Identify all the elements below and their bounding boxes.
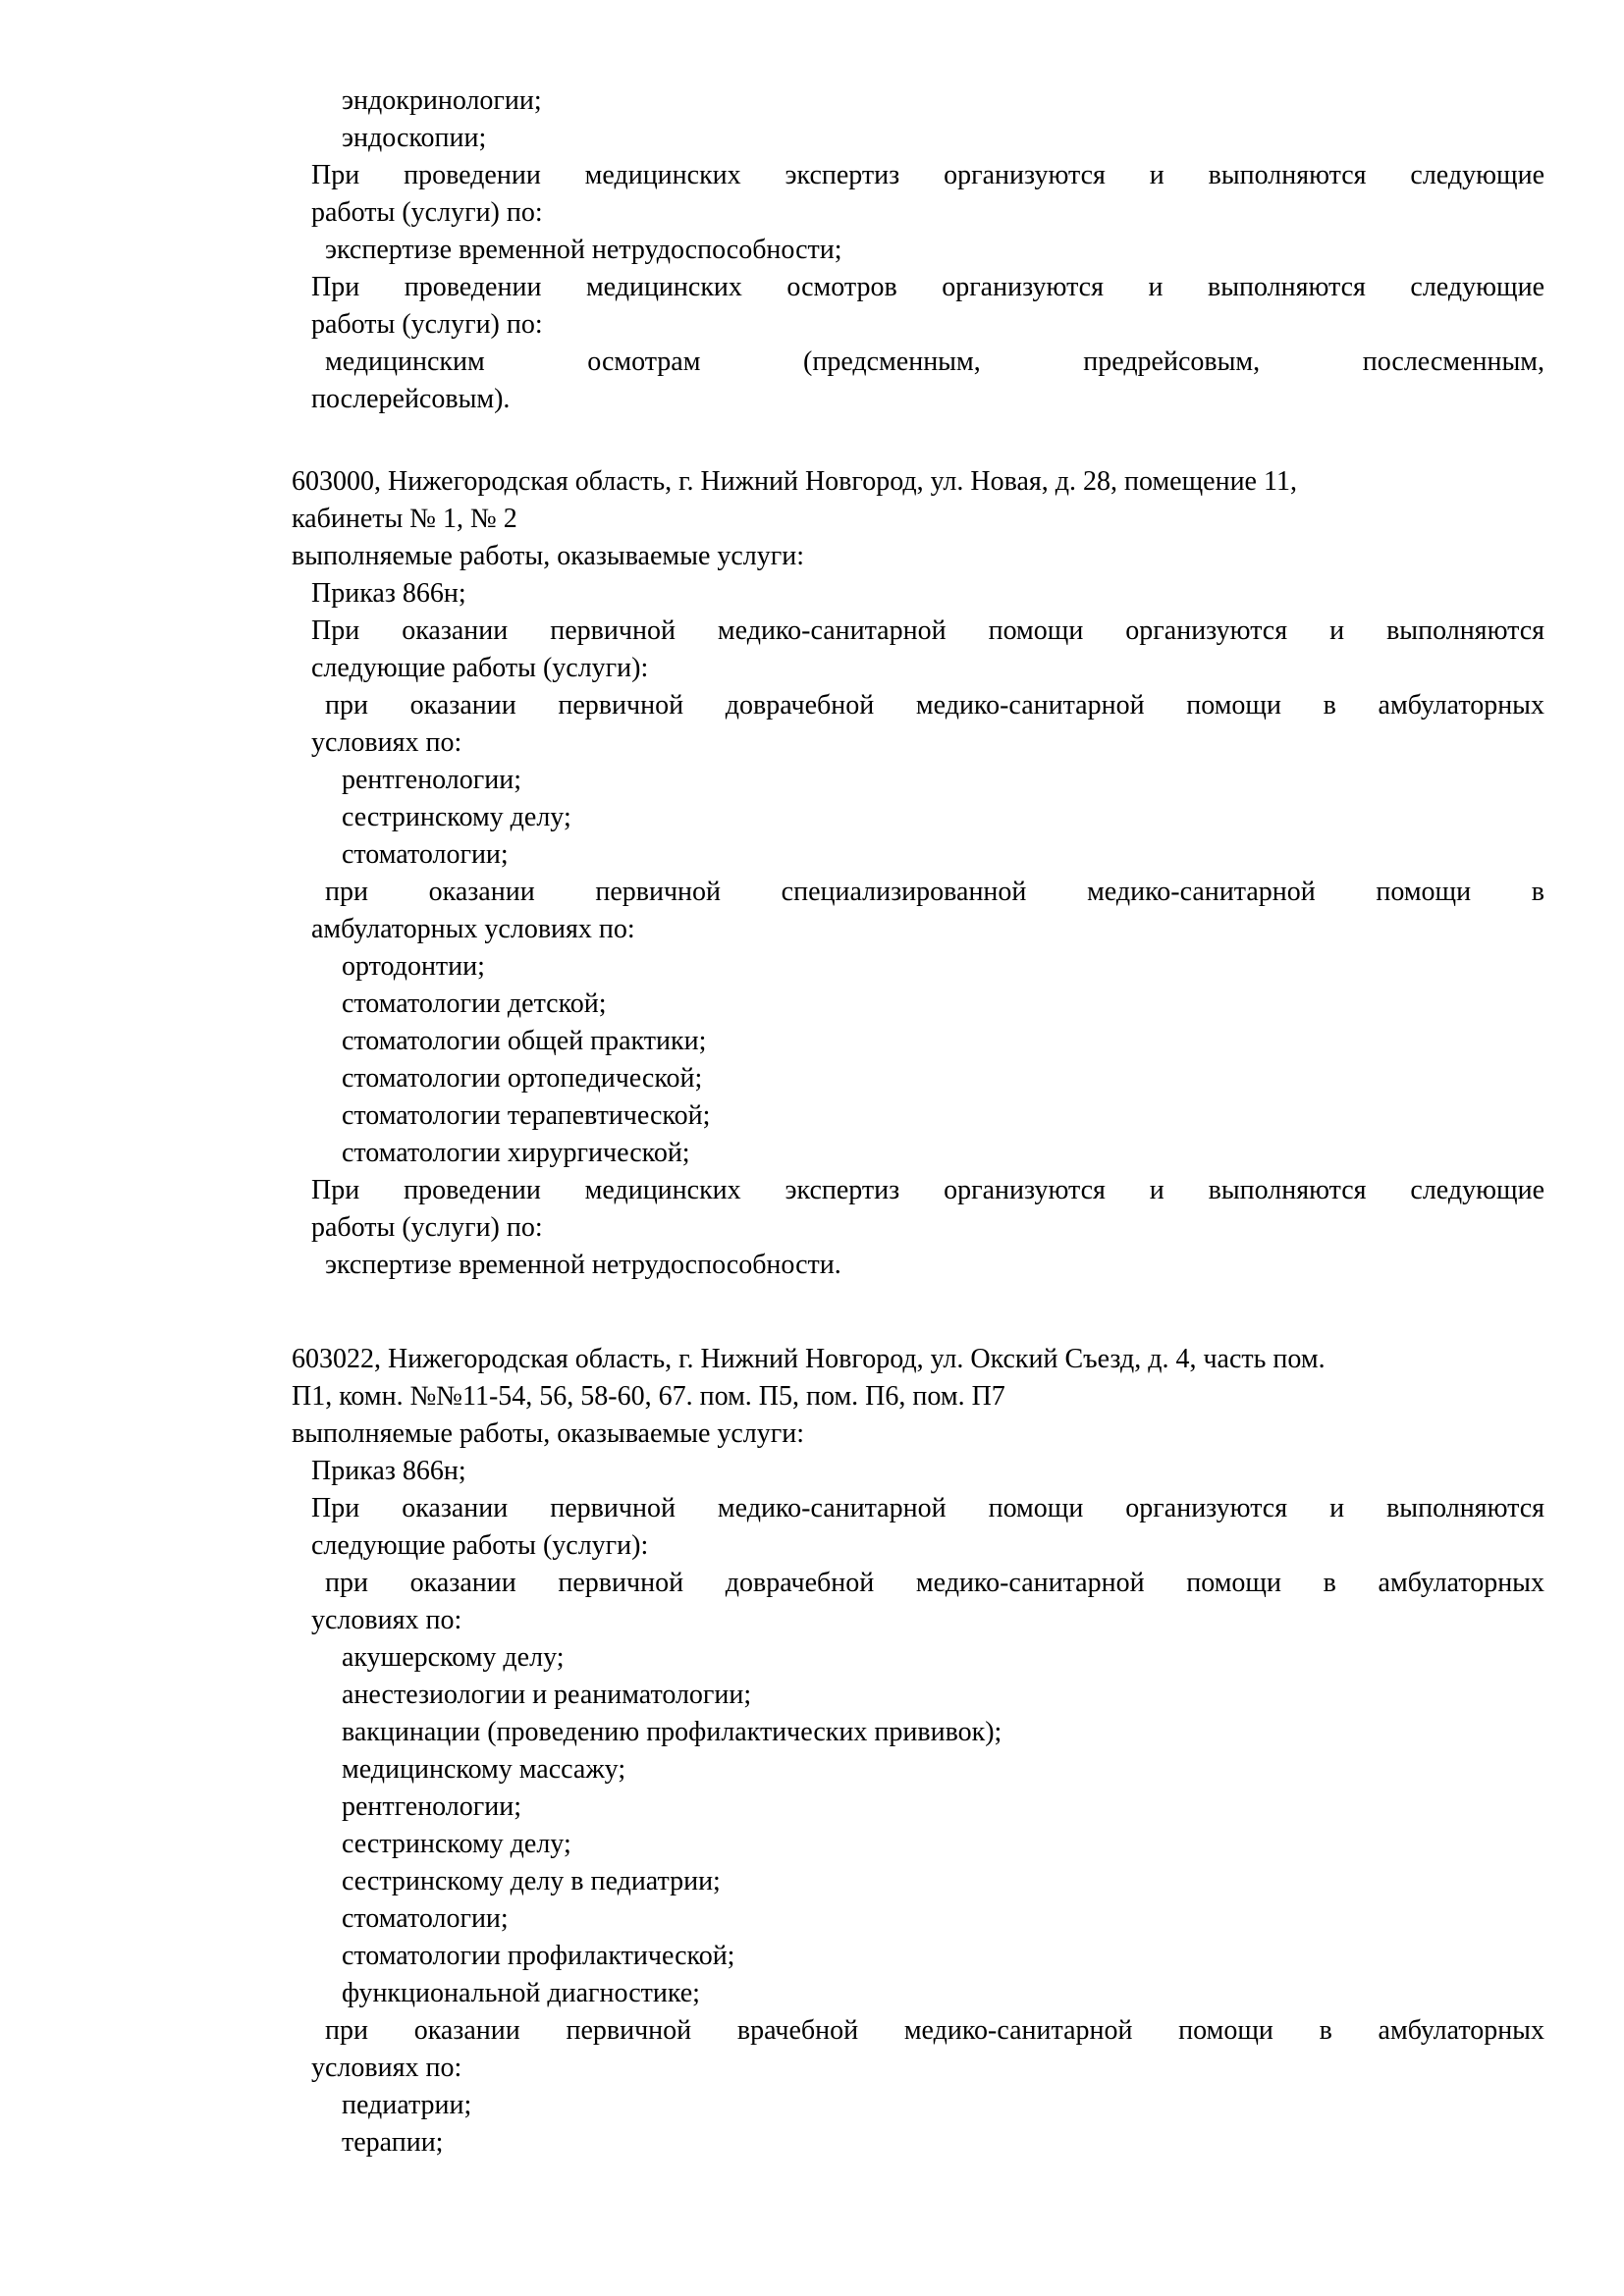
- address-line: 603022, Нижегородская область, г. Нижний Новгород, ул. Окский Съезд, д. 4, часть пом.: [292, 1344, 1326, 1374]
- paragraph-line: амбулаторных условиях по:: [311, 914, 635, 944]
- paragraph-line: При проведении медицинских экспертиз организуются и выполняются следующие: [311, 160, 1544, 190]
- paragraph-line: следующие работы (услуги):: [311, 1530, 649, 1561]
- paragraph-line: работы (услуги) по:: [311, 197, 543, 228]
- list-item: рентгенологии;: [342, 1791, 522, 1822]
- address-line: 603000, Нижегородская область, г. Нижний Новгород, ул. Новая, д. 28, помещение 11,: [292, 466, 1297, 497]
- list-item: педиатрии;: [342, 2090, 472, 2120]
- list-item: стоматологии профилактической;: [342, 1941, 735, 1971]
- section-label: выполняемые работы, оказываемые услуги:: [292, 1418, 805, 1449]
- list-item: стоматологии детской;: [342, 988, 607, 1019]
- paragraph-line: при оказании первичной доврачебной медико-санитарной помощи в амбулаторных: [325, 1568, 1544, 1598]
- list-item: вакцинации (проведению профилактических прививок);: [342, 1717, 1002, 1747]
- list-item: сестринскому делу;: [342, 802, 571, 832]
- list-item: медицинским осмотрам (предсменным, предрейсовым, послесменным,: [325, 347, 1544, 377]
- list-item: акушерскому делу;: [342, 1642, 565, 1673]
- paragraph-line: При оказании первичной медико-санитарной помощи организуются и выполняются: [311, 1493, 1544, 1523]
- list-item: стоматологии общей практики;: [342, 1026, 707, 1056]
- list-item: стоматологии;: [342, 839, 509, 870]
- list-item: рентгенологии;: [342, 765, 522, 795]
- list-item: сестринскому делу;: [342, 1829, 571, 1859]
- list-item: анестезиологии и реаниматологии;: [342, 1680, 752, 1710]
- list-item: экспертизе временной нетрудоспособности.: [325, 1250, 841, 1280]
- list-item: стоматологии хирургической;: [342, 1138, 690, 1168]
- paragraph-line: При проведении медицинских осмотров организуются и выполняются следующие: [311, 272, 1544, 302]
- list-item: функциональной диагностике;: [342, 1978, 700, 2008]
- list-item: послерейсовым).: [311, 384, 511, 414]
- paragraph-line: условиях по:: [311, 2053, 462, 2083]
- paragraph-line: работы (услуги) по:: [311, 309, 543, 340]
- section-label: выполняемые работы, оказываемые услуги:: [292, 541, 805, 571]
- paragraph-line: при оказании первичной специализированной медико-санитарной помощи в: [325, 877, 1544, 907]
- paragraph-line: при оказании первичной доврачебной медико-санитарной помощи в амбулаторных: [325, 690, 1544, 721]
- paragraph-line: условиях по:: [311, 1605, 462, 1635]
- order-reference: Приказ 866н;: [311, 578, 466, 609]
- paragraph-line: При проведении медицинских экспертиз организуются и выполняются следующие: [311, 1175, 1544, 1205]
- paragraph-line: следующие работы (услуги):: [311, 653, 649, 683]
- list-item: медицинскому массажу;: [342, 1754, 626, 1785]
- list-item: ортодонтии;: [342, 951, 485, 982]
- address-line: П1, комн. №№11-54, 56, 58-60, 67. пом. П5, пом. П6, пом. П7: [292, 1381, 1005, 1412]
- address-line: кабинеты № 1, № 2: [292, 504, 517, 534]
- paragraph-line: при оказании первичной врачебной медико-санитарной помощи в амбулаторных: [325, 2015, 1544, 2046]
- order-reference: Приказ 866н;: [311, 1456, 466, 1486]
- list-item: сестринскому делу в педиатрии;: [342, 1866, 721, 1896]
- list-item: стоматологии терапевтической;: [342, 1100, 711, 1131]
- paragraph-line: условиях по:: [311, 727, 462, 758]
- paragraph-line: работы (услуги) по:: [311, 1212, 543, 1243]
- list-item: стоматологии;: [342, 1903, 509, 1934]
- list-item: эндокринологии;: [342, 85, 542, 116]
- list-item: экспертизе временной нетрудоспособности;: [325, 235, 842, 265]
- list-item: терапии;: [342, 2127, 444, 2158]
- list-item: эндоскопии;: [342, 123, 487, 153]
- paragraph-line: При оказании первичной медико-санитарной помощи организуются и выполняются: [311, 615, 1544, 646]
- list-item: стоматологии ортопедической;: [342, 1063, 703, 1094]
